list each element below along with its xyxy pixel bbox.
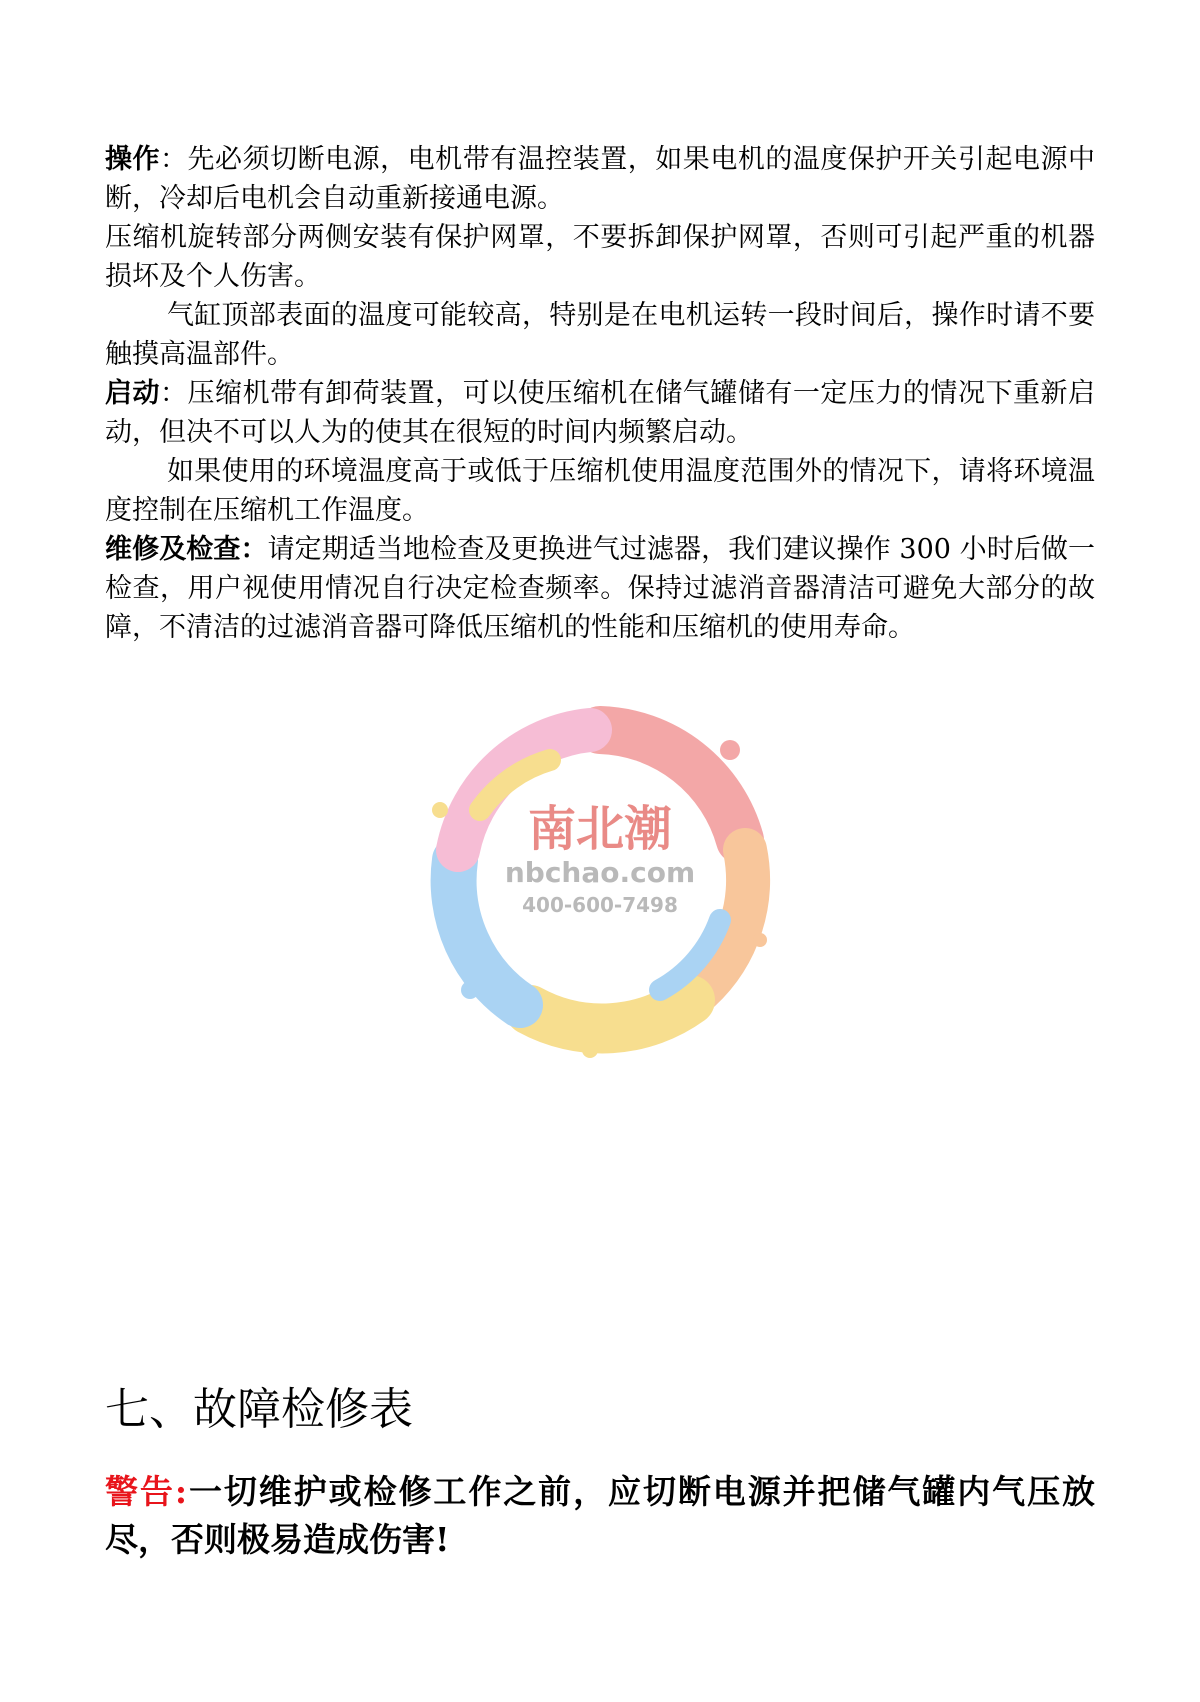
paragraph-operation [105, 140, 1095, 218]
maintenance-text: 请定期适当地检查及更换进气过滤器，我们建议操作 300 小时后做一检查，用户视使用情况自行决定检查频率。保持过滤消音器清洁可避免大部分的故障，不清洁的过滤消音器可降低压缩机的性能和压缩机的使用寿命。 [105, 534, 1096, 643]
watermark-phone: 400-600-7498 [522, 893, 678, 917]
watermark-logo [400, 690, 800, 1070]
startup-text: ：压缩机带有卸荷装置，可以使压缩机在储气罐储有一定压力的情况下重新启动，但决不可以人为的使其在很短的时间内频繁启动。 [105, 378, 1096, 448]
maintenance-label: 维修及检查： [105, 534, 268, 565]
paragraph-maintenance [105, 530, 1095, 647]
paragraph-startup [105, 374, 1095, 452]
instructions-body [105, 140, 1095, 647]
startup-label: 启动 [105, 378, 161, 409]
warning-text: 一切维护或检修工作之前，应切断电源并把储气罐内气压放尽，否则极易造成伤害! [105, 1472, 1095, 1559]
operation-label: 操作 [105, 144, 161, 175]
warning-label: 警告: [105, 1472, 188, 1511]
watermark-name: 南北潮 [527, 801, 673, 857]
paragraph-temperature: 如果使用的环境温度高于或低于压缩机使用温度范围外的情况下，请将环境温度控制在压缩机工作温度。 [105, 456, 1095, 526]
paragraph-cylinder: 气缸顶部表面的温度可能较高，特别是在电机运转一段时间后，操作时请不要触摸高温部件。 [105, 300, 1095, 370]
warning-notice [105, 1468, 1095, 1564]
paragraph-guard: 压缩机旋转部分两侧安装有保护网罩，不要拆卸保护网罩，否则可引起严重的机器损坏及个人伤害。 [105, 222, 1095, 292]
watermark-domain: nbchao.com [504, 856, 696, 889]
operation-text: ：先必须切断电源，电机带有温控装置，如果电机的温度保护开关引起电源中断，冷却后电机会自动重新接通电源。 [105, 144, 1096, 214]
section-title: 七、故障检修表 [105, 1384, 413, 1435]
paint-splash-ring-icon [400, 690, 800, 1070]
